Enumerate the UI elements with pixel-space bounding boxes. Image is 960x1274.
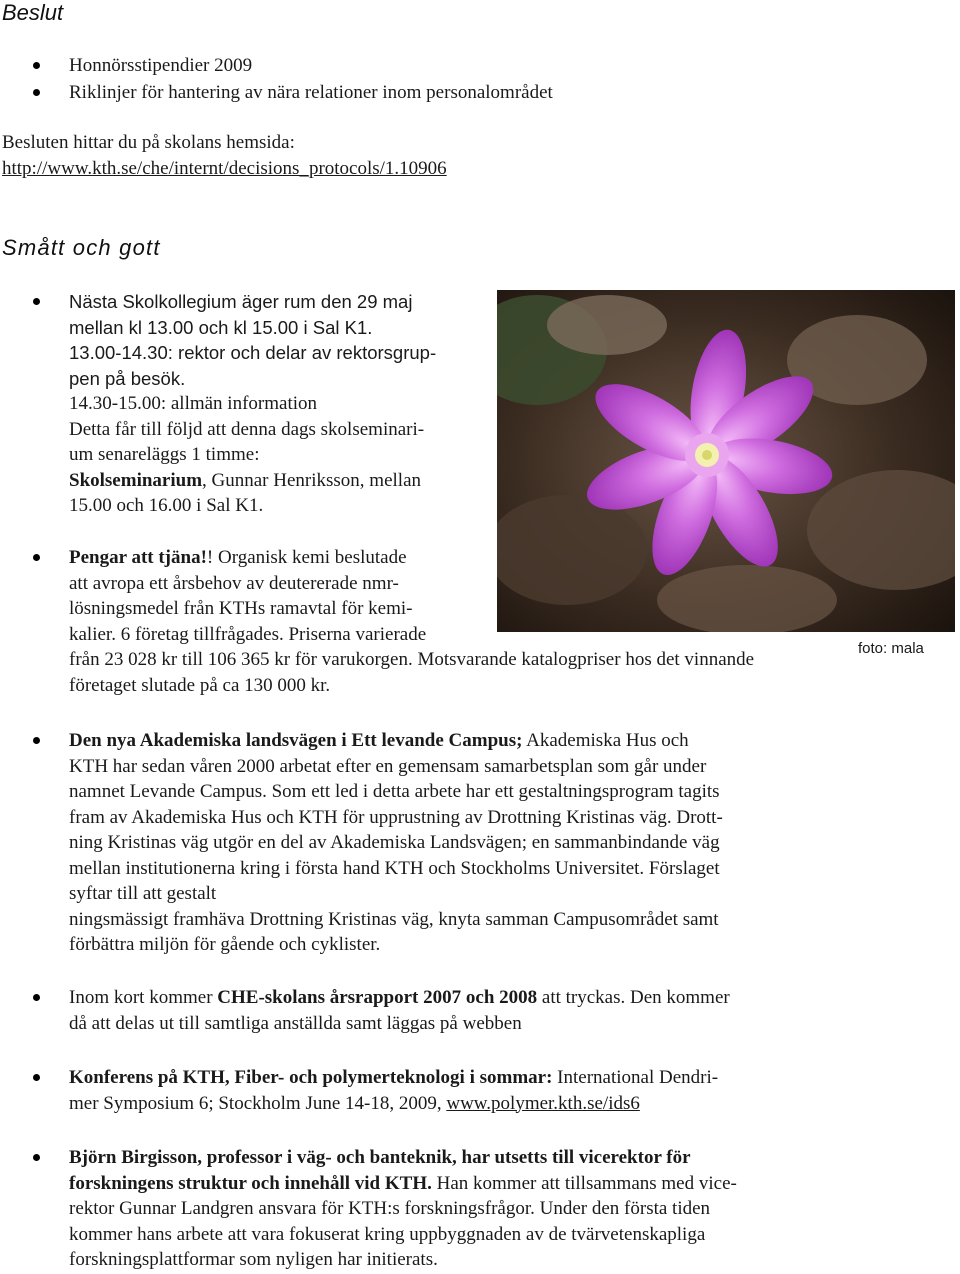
text-fragment: att tryckas. Den kommer	[537, 987, 730, 1008]
text-line: 13.00-14.30: rektor och delar av rektorsgrup-	[69, 342, 437, 363]
text-fragment: , Gunnar Henriksson, mellan	[202, 469, 422, 491]
text-line	[69, 1171, 850, 1197]
text-line: Detta får till följd att denna dags skolseminari-	[69, 418, 425, 440]
text-line: lösningsmedel från KTHs ramavtal för kemi-	[69, 598, 413, 619]
news-item-pengar	[0, 545, 860, 698]
news-list-6	[0, 1145, 850, 1273]
section-heading-smatt: Smått och gott	[2, 235, 161, 260]
text-line: kommer hans arbete att vara fokuserat kring uppbyggnaden av de tvärvetenskapliga	[69, 1223, 706, 1245]
news-list-2	[0, 545, 860, 698]
list-item: Riklinjer för hantering av nära relationer inom personalområdet	[0, 79, 700, 106]
bold-text: Skolseminarium	[69, 469, 203, 491]
text-line: från 23 028 kr till 106 365 kr för varukorgen. Motsvarande katalogpriser hos det vinnande	[69, 649, 755, 670]
besluten-paragraph	[2, 130, 447, 181]
section-heading-beslut: Beslut	[2, 0, 64, 25]
text-fragment: Han kommer att tillsammans med vice-	[431, 1172, 737, 1194]
text-line	[69, 1145, 850, 1171]
text-line	[69, 985, 850, 1011]
news-list-1	[0, 289, 490, 519]
besluten-text: Besluten hittar du på skolans hemsida:	[2, 132, 295, 153]
text-fragment: Akademiska Hus och	[522, 730, 689, 751]
list-item: Honnörsstipendier 2009	[0, 52, 700, 79]
text-line: pen på besök.	[69, 367, 186, 389]
text-fragment: mer Symposium 6; Stockholm June 14-18, 2009,	[69, 1092, 447, 1114]
text-line: rektor Gunnar Landgren ansvara för KTH:s forskningsfrågor. Under den första tiden	[69, 1198, 711, 1219]
text-line: att avropa ett årsbehov av deutererade nmr-	[69, 572, 399, 594]
text-line: fram av Akademiska Hus och KTH för upprustning av Drottning Kristinas väg. Drott-	[69, 806, 723, 828]
text-line: 15.00 och 16.00 i Sal K1.	[69, 495, 264, 516]
news-list-4	[0, 985, 850, 1036]
news-list-3	[0, 728, 830, 958]
news-item-arsrapport	[0, 985, 850, 1036]
text-line	[69, 1091, 850, 1117]
bold-text: CHE-skolans årsrapport 2007 och 2008	[217, 987, 538, 1008]
news-item-skolkollegium	[0, 289, 490, 519]
text-line: ningsmässigt framhäva Drottning Kristinas väg, knyta samman Campusområdet samt	[69, 908, 719, 930]
bold-text: Björn Birgisson, professor i väg- och banteknik, har utsetts till vicerektor för	[69, 1147, 691, 1168]
text-line: kalier. 6 företag tillfrågades. Priserna varierade	[69, 623, 427, 645]
text-line: företaget slutade på ca 130 000 kr.	[69, 674, 331, 696]
photo-caption: foto: mala	[858, 640, 924, 657]
text-line: syftar till att gestalt	[69, 883, 217, 904]
news-list-5	[0, 1065, 850, 1116]
text-line: namnet Levande Campus. Som ett led i detta arbete har ett gestaltningsprogram tagits	[69, 781, 720, 802]
text-line: då att delas ut till samtliga anställda samt läggas på webben	[69, 1012, 522, 1034]
text-line	[69, 468, 490, 494]
text-fragment: International Dendri-	[552, 1067, 719, 1088]
news-item-landsvagen	[0, 728, 830, 958]
text-line	[69, 545, 860, 571]
text-line: förbättra miljön för gående och cyklister.	[69, 934, 381, 955]
text-line: mellan kl 13.00 och kl 15.00 i Sal K1.	[69, 316, 373, 338]
text-line: KTH har sedan våren 2000 arbetat efter en gemensam samarbetsplan som går under	[69, 755, 707, 777]
text-line: forskningsplattformar som nyligen har initierats.	[69, 1249, 438, 1270]
news-item-vicerektor	[0, 1145, 850, 1273]
beslut-list	[0, 52, 700, 106]
bold-text: Den nya Akademiska landsvägen i Ett levande Campus;	[69, 730, 523, 751]
text-line: 14.30-15.00: allmän information	[69, 393, 318, 414]
news-item-konferens	[0, 1065, 850, 1116]
bold-text: Konferens på KTH, Fiber- och polymerteknologi i sommar:	[69, 1067, 553, 1088]
bold-text: Pengar att tjäna!	[69, 547, 207, 568]
text-line	[69, 1065, 850, 1091]
text-line	[69, 728, 830, 754]
text-line: um senareläggs 1 timme:	[69, 444, 260, 465]
text-line: mellan institutionerna kring i första hand KTH och Stockholms Universitet. Förslaget	[69, 857, 720, 879]
text-line: Nästa Skolkollegium äger rum den 29 maj	[69, 291, 413, 312]
bold-text: forskningens struktur och innehåll vid KTH.	[69, 1172, 432, 1194]
text-fragment: Inom kort kommer	[69, 987, 218, 1008]
conference-link[interactable]: www.polymer.kth.se/ids6	[446, 1092, 640, 1114]
text-line: ning Kristinas väg utgör en del av Akademiska Landsvägen; en sammanbindande väg	[69, 832, 720, 853]
decisions-link[interactable]: http://www.kth.se/che/internt/decisions_protocols/1.10906	[2, 157, 447, 179]
text-fragment: ! Organisk kemi beslutade	[206, 547, 407, 568]
